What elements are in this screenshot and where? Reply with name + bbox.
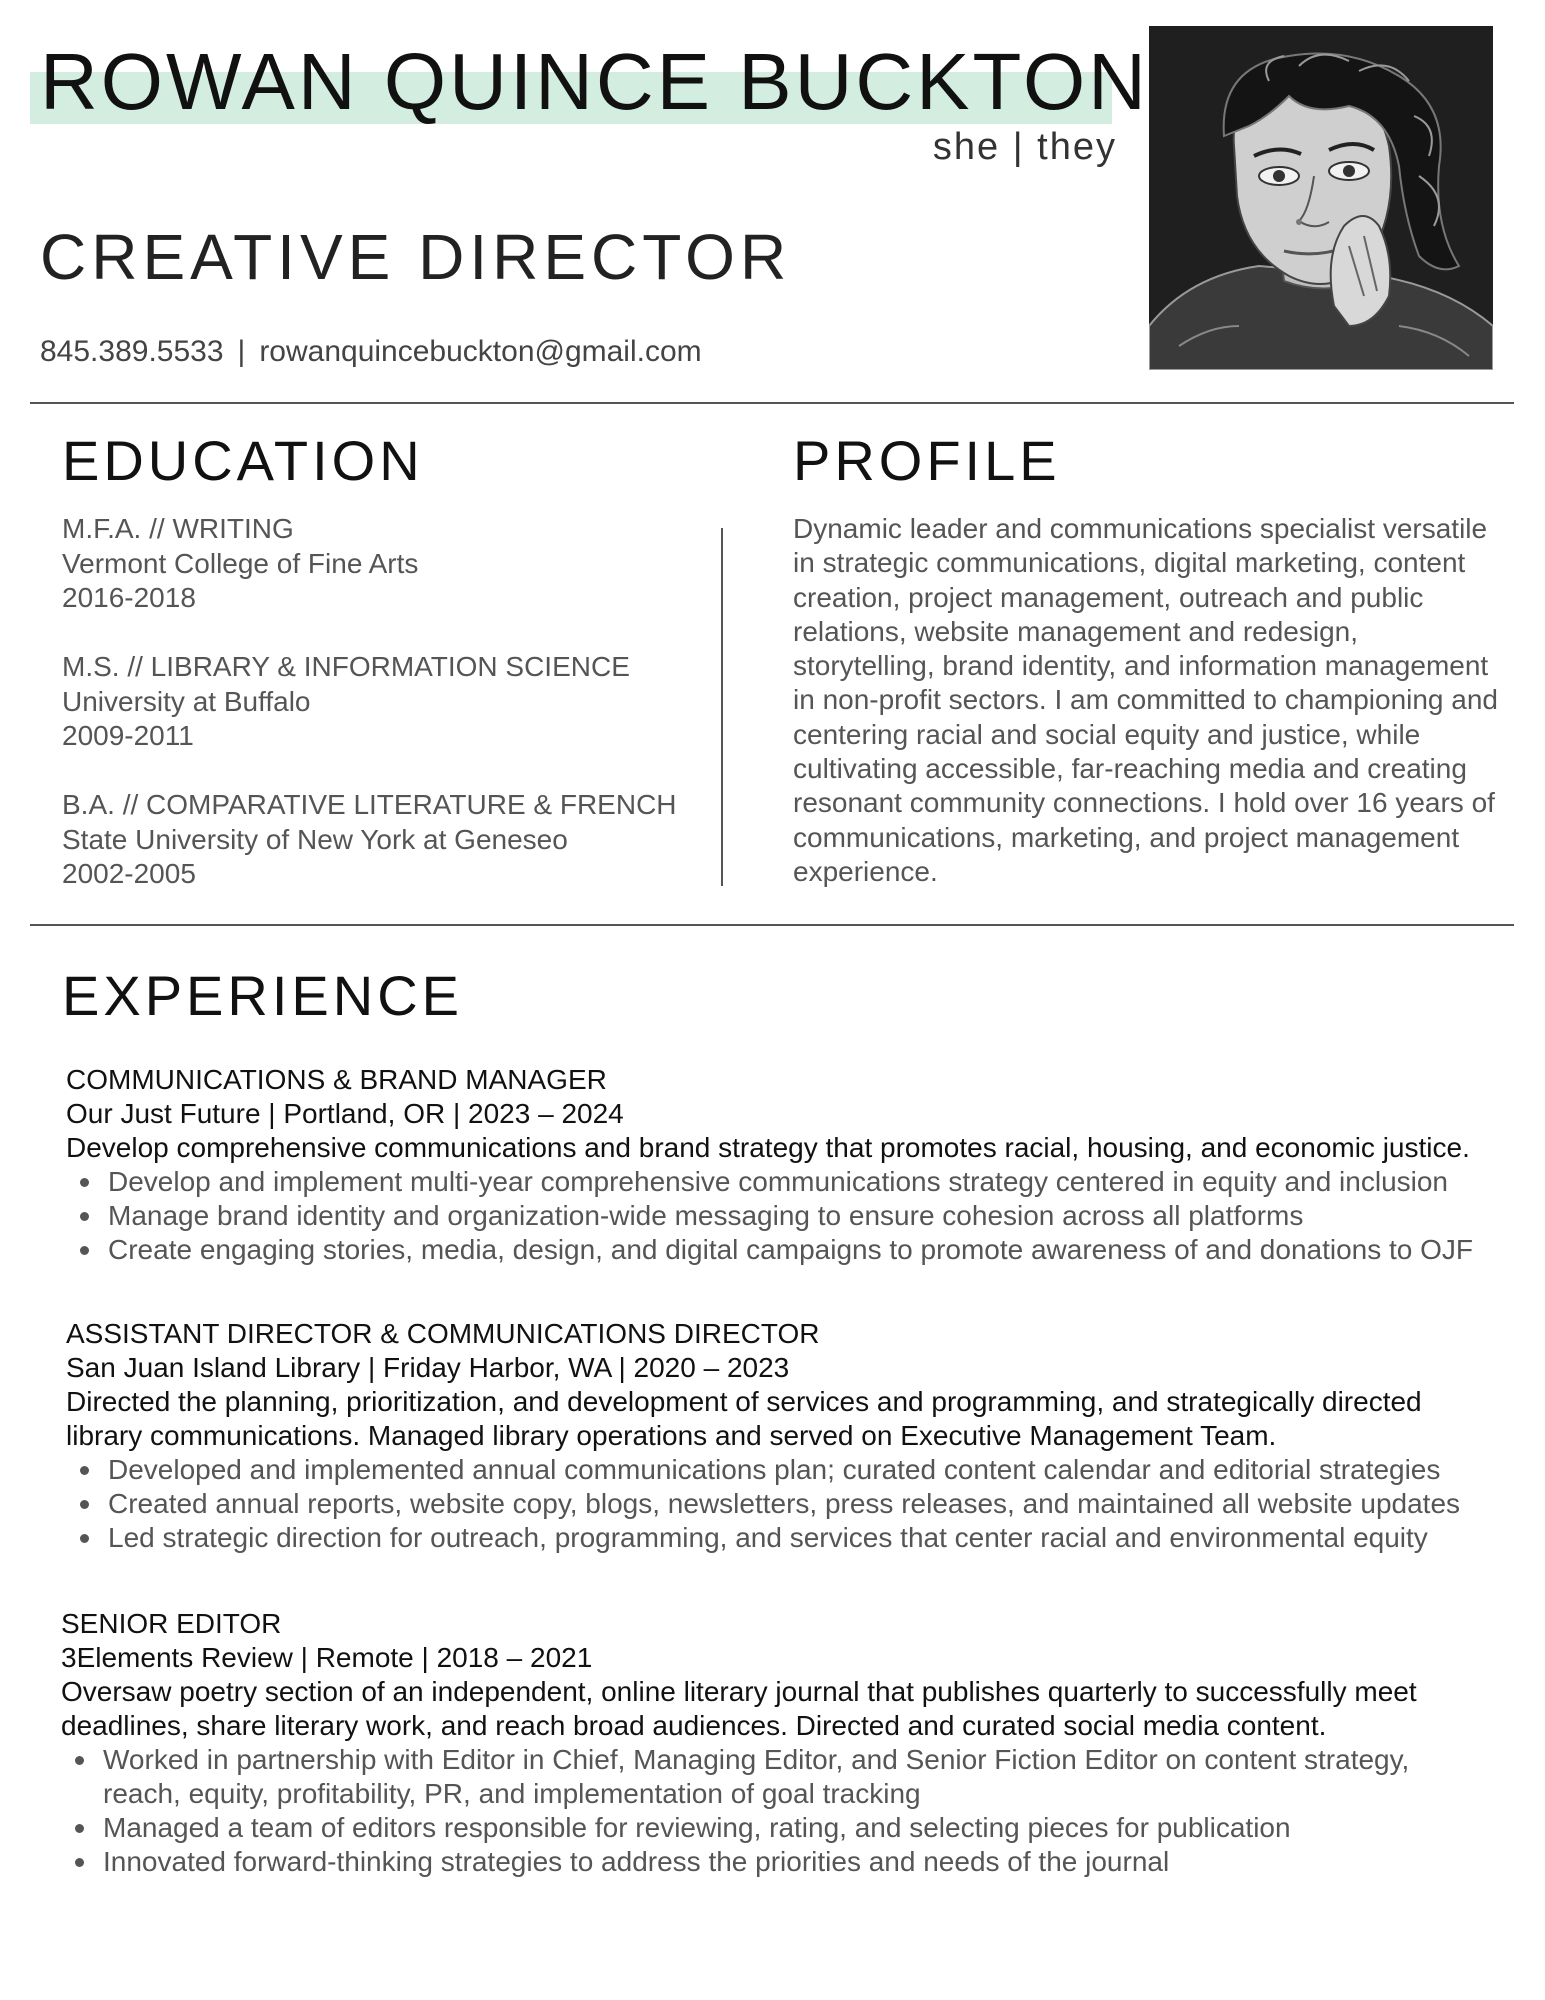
contact-line [40, 335, 702, 369]
education-degree: B.A. // COMPARATIVE LITERATURE & FRENCH [62, 789, 677, 820]
contact-separator: | [237, 335, 246, 368]
divider-top [30, 402, 1514, 404]
education-school: University at Buffalo [62, 685, 311, 717]
job-entry [61, 1607, 1461, 1879]
job-bullet-text: Create engaging stories, media, design, and digital campaigns to promote awareness of and donations to OJF [108, 1234, 1474, 1265]
divider-middle [30, 924, 1514, 926]
job-bullet-text: Worked in partnership with Editor in Chief, Managing Editor, and Senior Fiction Editor on content strategy, reach, equity, profitability, PR, and implementation of goal tracking [103, 1744, 1410, 1809]
education-entry [62, 788, 677, 892]
education-degree: M.F.A. // WRITING [62, 513, 294, 544]
column-divider [721, 528, 723, 886]
education-list [62, 512, 677, 892]
phone-number: 845.389.5533 [40, 335, 224, 368]
job-bullet [103, 1811, 1461, 1845]
job-role: ASSISTANT DIRECTOR & COMMUNICATIONS DIRECTOR [66, 1318, 820, 1349]
job-meta: 3Elements Review | Remote | 2018 – 2021 [61, 1642, 593, 1673]
job-bullets [66, 1453, 1486, 1555]
bullet-dot-icon [75, 1858, 84, 1867]
job-bullet [108, 1165, 1516, 1199]
job-bullet [103, 1845, 1461, 1879]
education-heading: EDUCATION [62, 429, 424, 492]
bullet-dot-icon [75, 1824, 84, 1833]
job-summary: Oversaw poetry section of an independent, online literary journal that publishes quarterly to successfully meet deadlines, share literary work, and reach broad audiences. Directed and curated social media content. [61, 1676, 1417, 1741]
job-bullet-text: Develop and implement multi-year comprehensive communications strategy centered in equity and inclusion [108, 1166, 1449, 1197]
job-entry [66, 1317, 1486, 1555]
job-bullet-text: Innovated forward-thinking strategies to address the priorities and needs of the journal [103, 1846, 1170, 1877]
education-school: State University of New York at Geneseo [62, 823, 568, 855]
job-bullet [108, 1487, 1486, 1521]
education-years: 2009-2011 [62, 720, 194, 751]
pronouns: she | they [932, 126, 1117, 168]
bullet-dot-icon [75, 1756, 84, 1765]
education-entry [62, 650, 677, 754]
portrait-illustration [1149, 26, 1493, 370]
bullet-dot-icon [80, 1534, 89, 1543]
education-entry [62, 512, 677, 616]
job-bullets [61, 1743, 1461, 1879]
bullet-dot-icon [80, 1466, 89, 1475]
job-role: COMMUNICATIONS & BRAND MANAGER [66, 1064, 607, 1095]
portrait-drawing [1149, 26, 1493, 370]
job-bullets [66, 1165, 1516, 1267]
job-meta: San Juan Island Library | Friday Harbor, WA | 2020 – 2023 [66, 1352, 790, 1383]
job-bullet [103, 1743, 1461, 1811]
job-summary: Directed the planning, prioritization, and development of services and programming, and strategically directed library communications. Managed library operations and served on Executive Management Team. [66, 1386, 1422, 1451]
job-bullet [108, 1453, 1486, 1487]
job-summary: Develop comprehensive communications and brand strategy that promotes racial, housing, and economic justice. [66, 1132, 1470, 1163]
job-entry [66, 1063, 1516, 1267]
job-bullet [108, 1233, 1516, 1267]
job-title: CREATIVE DIRECTOR [40, 221, 792, 293]
education-degree: M.S. // LIBRARY & INFORMATION SCIENCE [62, 651, 630, 682]
email-address: rowanquincebuckton@gmail.com [259, 335, 702, 368]
education-years: 2002-2005 [62, 858, 196, 889]
job-bullet-text: Manage brand identity and organization-wide messaging to ensure cohesion across all platforms [108, 1200, 1304, 1231]
bullet-dot-icon [80, 1178, 89, 1187]
bullet-dot-icon [80, 1212, 89, 1221]
job-meta: Our Just Future | Portland, OR | 2023 – 2024 [66, 1098, 624, 1129]
profile-text: Dynamic leader and communications specialist versatile in strategic communications, digital marketing, content creation, project management, outreach and public relations, website management and redesign, storytelling, brand identity, and information management in non-profit sectors. I am committed to championing and centering racial and social equity and justice, while cultivating accessible, far-reaching media and creating resonant community connections. I hold over 16 years of communications, marketing, and project management experience. [793, 513, 1499, 887]
job-bullet [108, 1521, 1486, 1555]
bullet-dot-icon [80, 1246, 89, 1255]
profile-heading: PROFILE [793, 429, 1061, 492]
education-school: Vermont College of Fine Arts [62, 547, 419, 579]
education-years: 2016-2018 [62, 582, 196, 613]
experience-heading: EXPERIENCE [62, 964, 463, 1027]
job-bullet-text: Created annual reports, website copy, blogs, newsletters, press releases, and maintained all website updates [108, 1488, 1461, 1519]
job-role: SENIOR EDITOR [61, 1608, 282, 1639]
bullet-dot-icon [80, 1500, 89, 1509]
job-bullet-text: Led strategic direction for outreach, programming, and services that center racial and environmental equity [108, 1522, 1428, 1553]
job-bullet-text: Developed and implemented annual communications plan; curated content calendar and editorial strategies [108, 1454, 1441, 1485]
job-bullet [108, 1199, 1516, 1233]
job-bullet-text: Managed a team of editors responsible for reviewing, rating, and selecting pieces for publication [103, 1812, 1291, 1843]
resume-name: ROWAN QUINCE BUCKTON [40, 37, 1149, 126]
